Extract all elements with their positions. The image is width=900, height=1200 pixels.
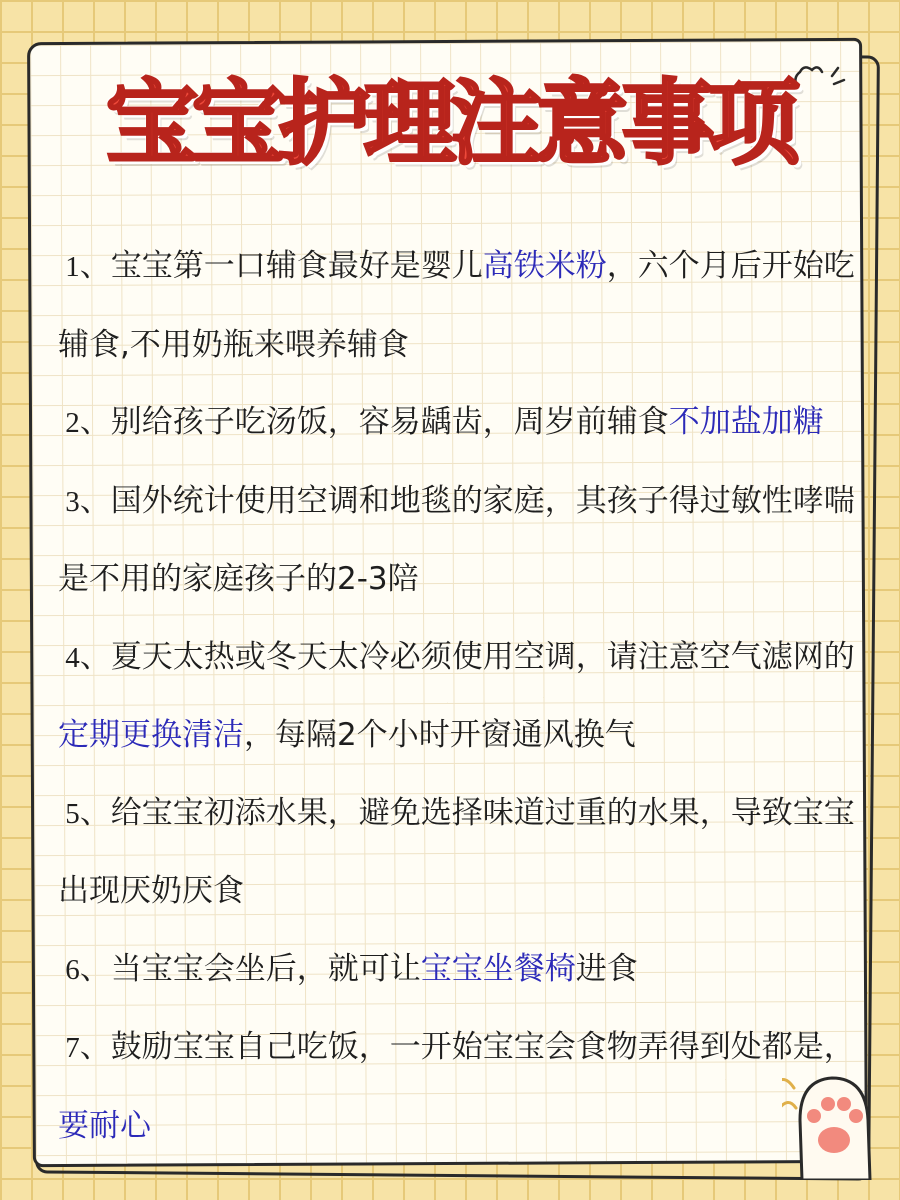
tip-text: 、宝宝第一口辅食最好是婴儿 <box>79 248 483 284</box>
highlighted-text: 高铁米粉 <box>482 248 607 284</box>
page-title: 宝宝护理注意事项 <box>105 70 794 177</box>
tip-item <box>58 931 858 1010</box>
tips-list <box>58 228 858 1165</box>
cat-paw-icon <box>782 1060 882 1180</box>
highlighted-text: 要耐心 <box>58 1107 151 1144</box>
tip-item <box>58 463 858 619</box>
tip-number: 5 <box>58 797 80 830</box>
tip-text: 、别给孩子吃汤饭，容易龋齿，周岁前辅食 <box>79 404 669 440</box>
tip-text: ，六个月后开始吃辅食,不用奶瓶来喂养辅食 <box>58 248 855 363</box>
tip-item <box>58 619 858 775</box>
tip-number: 1 <box>58 251 80 283</box>
tip-number: 7 <box>58 1032 80 1064</box>
highlighted-text: 宝宝坐餐椅 <box>420 950 576 987</box>
tip-text: ，每隔2个小时开窗通风换气 <box>244 717 636 753</box>
tip-item <box>58 228 858 384</box>
tip-text: 、给宝宝初添水果，避免选择味道过重的水果，导致宝宝出现厌奶厌食 <box>58 794 855 909</box>
tip-number: 2 <box>58 407 80 439</box>
tip-text: 、当宝宝会坐后，就可让 <box>79 950 421 987</box>
tip-number: 6 <box>58 953 80 986</box>
tip-item <box>58 384 858 463</box>
highlighted-text: 定期更换清洁 <box>58 717 244 753</box>
highlighted-text: 不加盐加糖 <box>668 404 824 440</box>
tip-number: 3 <box>58 485 80 518</box>
tip-text: 、夏天太热或冬天太冷必须使用空调，请注意空气滤网的 <box>79 638 855 675</box>
tip-text: 、国外统计使用空调和地毯的家庭，其孩子得过敏性哮喘是不用的家庭孩子的2-3陪 <box>58 482 855 597</box>
tip-item <box>58 775 858 931</box>
tip-text: 进食 <box>575 950 638 987</box>
tip-text: 、鼓励宝宝自己吃饭，一开始宝宝会食物弄得到处都是， <box>79 1029 855 1065</box>
tip-item <box>58 1009 858 1165</box>
tip-number: 4 <box>58 641 80 674</box>
